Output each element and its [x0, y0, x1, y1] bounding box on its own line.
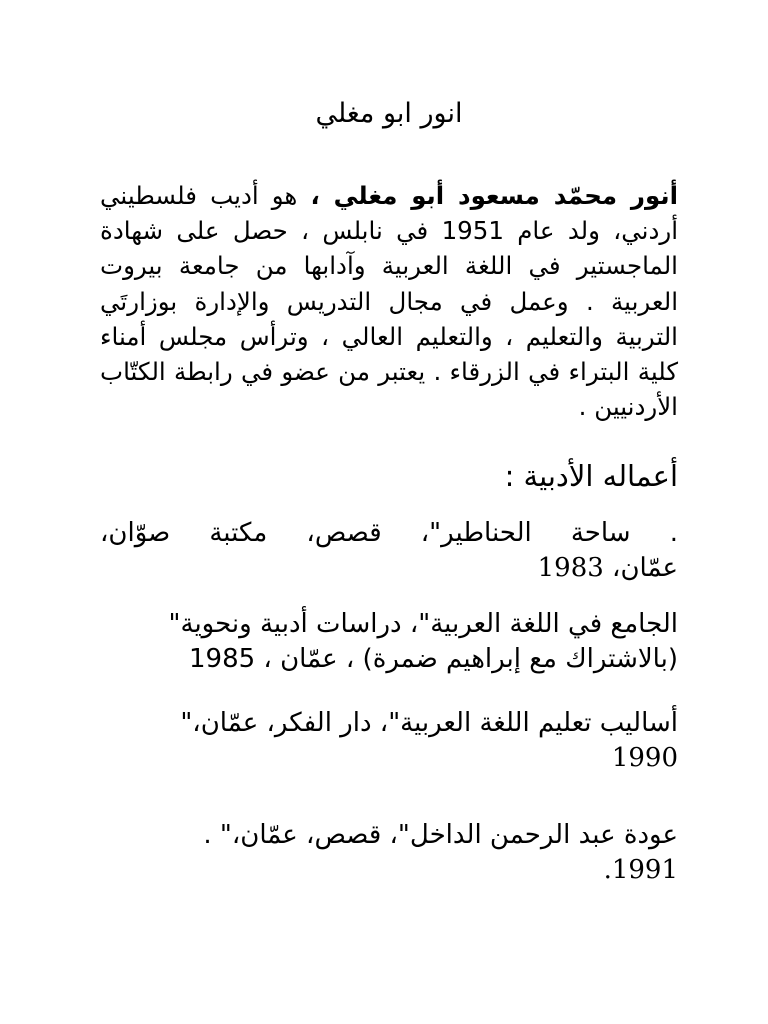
work-details-line: 1990 — [611, 743, 678, 773]
biography-text: هو أديب فلسطيني أردني، ولد عام 1951 في نابلس ، حصل على شهادة الماجستير في اللغة العربية وآدابها من جامعة بيروت العربية . وعمل في مجال التدريس والإدارة بوزارتَي التربية والتعليم ، والتعليم العالي ، وترأس مجلس أمناء كلية البتراء في الزرقاء . يعتبر من عضو في رابطة الكتّاب الأردنيين . — [100, 181, 678, 422]
list-item — [100, 818, 678, 888]
works-heading: أعماله الأدبية : — [504, 459, 678, 493]
list-item — [100, 706, 678, 776]
author-full-name: أنور محمّد مسعود أبو مغلي ، — [310, 181, 678, 210]
list-item — [100, 516, 678, 586]
list-item — [100, 607, 678, 677]
work-details-line: عمّان، 1983 — [537, 553, 678, 583]
work-title-line: عودة عبد الرحمن الداخل"، قصص، عمّان،" . — [203, 820, 678, 850]
work-details-line: (بالاشتراك مع إبراهيم ضمرة) ، عمّان ، 1985 — [188, 644, 678, 674]
document-page — [100, 0, 678, 1024]
work-title-line: أساليب تعليم اللغة العربية"، دار الفكر، عمّان،" — [180, 708, 678, 738]
work-details-line: 1991. — [603, 855, 678, 885]
biography-paragraph — [100, 178, 678, 424]
page-title: انور ابو مغلي — [315, 98, 463, 129]
work-title-line: . ساحة الحناطير"، قصص، مكتبة صوّان، — [100, 518, 678, 548]
work-title-line: الجامع في اللغة العربية"، دراسات أدبية ونحوية" — [168, 609, 678, 639]
